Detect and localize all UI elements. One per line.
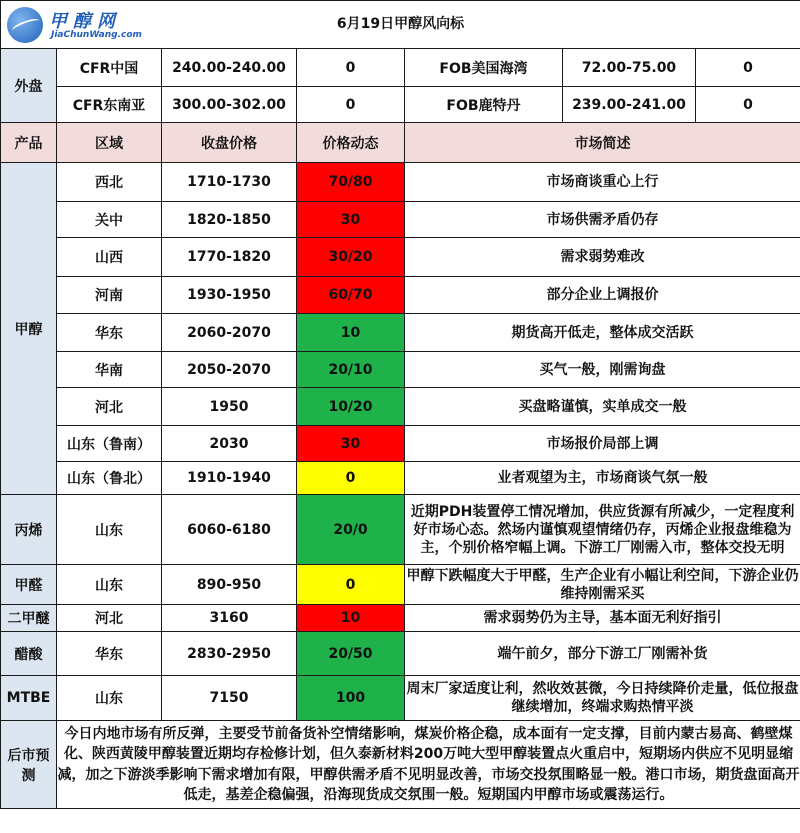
region-cell: 华东 [57, 632, 162, 676]
outer-market-change: 0 [696, 49, 800, 87]
header-change: 价格动态 [297, 123, 405, 163]
price-cell: 1820-1850 [162, 202, 297, 238]
forecast-label: 后市预测 [1, 721, 57, 809]
price-cell: 3160 [162, 605, 297, 632]
region-cell: 河北 [57, 388, 162, 426]
summary-cell: 需求弱势难改 [405, 238, 800, 277]
region-cell: 华南 [57, 352, 162, 388]
table-row [1, 676, 800, 721]
title-row [1, 1, 800, 49]
change-cell: 10 [297, 314, 405, 352]
outer-market-price: 240.00-240.00 [162, 49, 297, 87]
table-row [1, 314, 800, 352]
change-cell: 20/10 [297, 352, 405, 388]
logo-text-cn: 甲醇网 [49, 11, 121, 32]
change-cell: 30 [297, 426, 405, 462]
change-cell: 70/80 [297, 163, 405, 202]
price-cell: 2830-2950 [162, 632, 297, 676]
summary-cell: 市场供需矛盾仍存 [405, 202, 800, 238]
region-cell: 山东 [57, 495, 162, 565]
region-cell: 关中 [57, 202, 162, 238]
summary-cell: 周末厂家适度让利，然收效甚微，今日持续降价走量，低位报盘继续增加，终端求购热情平淡 [405, 676, 800, 721]
change-cell: 60/70 [297, 277, 405, 314]
summary-cell: 期货高开低走，整体成交活跃 [405, 314, 800, 352]
table-row [1, 426, 800, 462]
product-methanol: 甲醇 [1, 163, 57, 495]
header-region: 区域 [57, 123, 162, 163]
price-cell: 1710-1730 [162, 163, 297, 202]
outer-market-name: FOB鹿特丹 [405, 87, 563, 123]
outer-market-name: CFR中国 [57, 49, 162, 87]
outer-market-price: 72.00-75.00 [563, 49, 696, 87]
outer-market-change: 0 [297, 87, 405, 123]
outer-market-price: 239.00-241.00 [563, 87, 696, 123]
region-cell: 山东（鲁南） [57, 426, 162, 462]
outer-label: 外盘 [1, 49, 57, 123]
price-cell: 6060-6180 [162, 495, 297, 565]
change-cell: 30/20 [297, 238, 405, 277]
change-cell: 0 [297, 565, 405, 605]
summary-cell: 买气一般，刚需询盘 [405, 352, 800, 388]
table-row [1, 163, 800, 202]
region-cell: 山西 [57, 238, 162, 277]
outer-market-name: CFR东南亚 [57, 87, 162, 123]
region-cell: 河北 [57, 605, 162, 632]
table-row [1, 565, 800, 605]
table-row [1, 605, 800, 632]
price-cell: 2050-2070 [162, 352, 297, 388]
region-cell: 华东 [57, 314, 162, 352]
region-cell: 河南 [57, 277, 162, 314]
forecast-text: 今日内地市场有所反弹，主要受节前备货补空情绪影响，煤炭价格企稳，成本面有一定支撑，目前内蒙古易高、鹤壁煤化、陕西黄陵甲醇装置近期均存检修计划，但久泰新材料200万吨大型甲醇装置点火重启中，短期场内供应不见明显缩减，加之下游淡季影响下需求增加有限，甲醇供需矛盾不见明显改善，市场交投氛围略显一般。港口市场，期货盘面高开低走，基差企稳偏强，沿海现货成交氛围一般。短期国内甲醇市场或震荡运行。 [57, 721, 800, 809]
header-row [1, 123, 800, 163]
price-cell: 1770-1820 [162, 238, 297, 277]
region-cell: 山东 [57, 565, 162, 605]
header-price: 收盘价格 [162, 123, 297, 163]
price-cell: 1910-1940 [162, 462, 297, 495]
change-cell: 0 [297, 462, 405, 495]
change-cell: 20/50 [297, 632, 405, 676]
price-cell: 2030 [162, 426, 297, 462]
change-cell: 20/0 [297, 495, 405, 565]
summary-cell: 近期PDH装置停工情况增加，供应货源有所减少，一定程度利好市场心态。然场内谨慎观望情绪仍存，丙烯企业报盘维稳为主，个别价格窄幅上调。下游工厂刚需入市，整体交投无明 [405, 495, 800, 565]
table-row [1, 277, 800, 314]
summary-cell: 市场商谈重心上行 [405, 163, 800, 202]
region-cell: 山东（鲁北） [57, 462, 162, 495]
price-cell: 2060-2070 [162, 314, 297, 352]
table-row [1, 202, 800, 238]
table-row [1, 632, 800, 676]
summary-cell: 部分企业上调报价 [405, 277, 800, 314]
summary-cell: 买盘略谨慎，实单成交一般 [405, 388, 800, 426]
outer-market-price: 300.00-302.00 [162, 87, 297, 123]
outer-market-change: 0 [297, 49, 405, 87]
summary-cell: 业者观望为主，市场商谈气氛一般 [405, 462, 800, 495]
product-cell: 醋酸 [1, 632, 57, 676]
forecast-row [1, 721, 800, 809]
price-cell: 7150 [162, 676, 297, 721]
product-cell: 甲醛 [1, 565, 57, 605]
page-title: 6月19日甲醇风向标 [336, 16, 465, 32]
outer-row-2 [1, 87, 800, 123]
outer-market-name: FOB美国海湾 [405, 49, 563, 87]
price-cell: 890-950 [162, 565, 297, 605]
table-row [1, 462, 800, 495]
header-product: 产品 [1, 123, 57, 163]
jiachunwang-logo [7, 5, 142, 45]
table-row [1, 495, 800, 565]
outer-market-change: 0 [696, 87, 800, 123]
summary-cell: 市场报价局部上调 [405, 426, 800, 462]
price-cell: 1930-1950 [162, 277, 297, 314]
product-cell: 丙烯 [1, 495, 57, 565]
change-cell: 10/20 [297, 388, 405, 426]
summary-cell: 端午前夕，部分下游工厂刚需补货 [405, 632, 800, 676]
globe-logo-icon [7, 7, 43, 43]
region-cell: 西北 [57, 163, 162, 202]
header-summary: 市场简述 [405, 123, 800, 163]
logo-text-en: JiaChunWang.com [51, 30, 142, 40]
table-row [1, 238, 800, 277]
change-cell: 10 [297, 605, 405, 632]
summary-cell: 甲醇下跌幅度大于甲醛，生产企业有小幅让利空间，下游企业仍维持刚需采买 [405, 565, 800, 605]
region-cell: 山东 [57, 676, 162, 721]
table-row [1, 388, 800, 426]
outer-row-1 [1, 49, 800, 87]
product-cell: MTBE [1, 676, 57, 721]
product-cell: 二甲醚 [1, 605, 57, 632]
change-cell: 100 [297, 676, 405, 721]
price-cell: 1950 [162, 388, 297, 426]
title-cell [1, 1, 800, 49]
change-cell: 30 [297, 202, 405, 238]
summary-cell: 需求弱势仍为主导，基本面无利好指引 [405, 605, 800, 632]
table-row [1, 352, 800, 388]
